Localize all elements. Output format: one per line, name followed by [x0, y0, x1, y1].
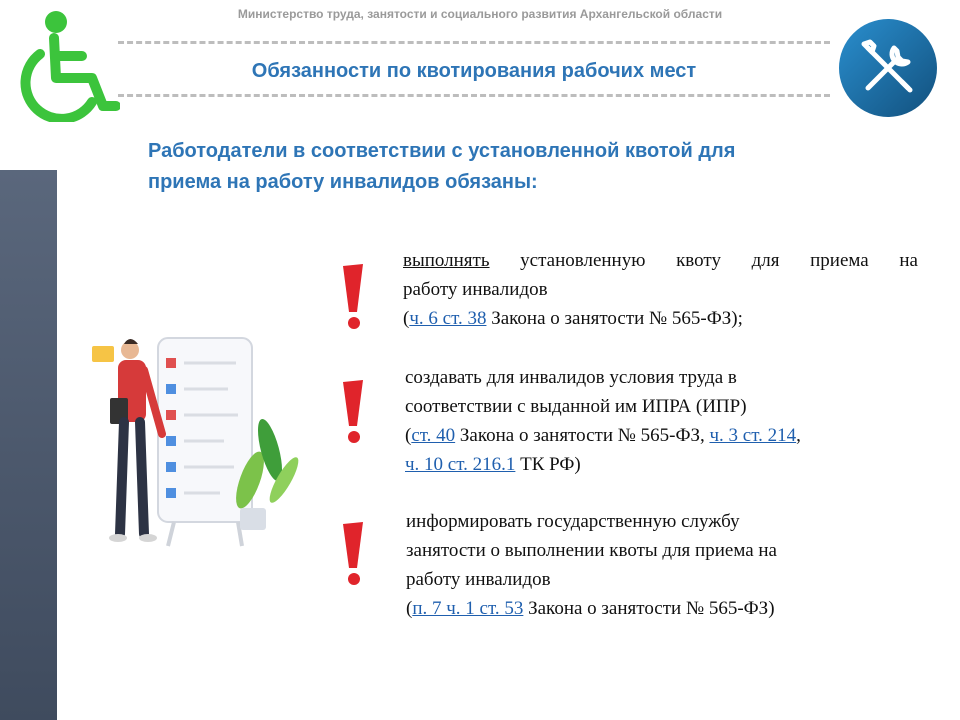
obligation-1-line-2: работу инвалидов [403, 279, 548, 300]
obligation-3-line-3: работу инвалидов [406, 569, 551, 590]
obligation-3-line-2: занятости о выполнении квоты для приема на [406, 540, 777, 561]
left-accent-bar [0, 170, 57, 720]
obligation-2-reference-cont: ч. 10 ст. 216.1 ТК РФ) [405, 454, 581, 475]
obligation-2-reference: (ст. 40 Закона о занятости № 565-ФЗ, ч. 3 ст. 214, [405, 425, 801, 446]
ministry-name: Министерство труда, занятости и социального развития Архангельской области [237, 7, 723, 21]
law-link[interactable]: п. 7 ч. 1 ст. 53 [412, 598, 524, 619]
page-title: Обязанности по квотирования рабочих мест [251, 60, 697, 82]
obligation-1-line-1: выполнять установленную квоту для приема на [403, 250, 918, 271]
wrench-screwdriver-icon [838, 18, 938, 118]
intro-line-1: Работодатели в соответствии с установленной квотой для [148, 140, 736, 162]
exclamation-icon [338, 378, 368, 446]
wheelchair-icon [8, 6, 120, 122]
obligation-3-line-1: информировать государственную службу [406, 511, 740, 532]
obligation-3-reference: (п. 7 ч. 1 ст. 53 Закона о занятости № 565-ФЗ) [406, 598, 775, 619]
exclamation-icon [338, 520, 368, 588]
obligation-1-reference: (ч. 6 ст. 38 Закона о занятости № 565-ФЗ); [403, 308, 743, 329]
header-divider-top [118, 41, 830, 44]
obligation-item-3 [406, 507, 906, 623]
law-link[interactable]: ст. 40 [411, 425, 456, 446]
intro-text [148, 136, 848, 198]
checklist-illustration [88, 330, 318, 550]
obligation-2-line-1: создавать для инвалидов условия труда в [405, 367, 737, 388]
law-link[interactable]: ч. 3 ст. 214 [709, 425, 797, 446]
law-link[interactable]: ч. 6 ст. 38 [409, 308, 487, 329]
header-divider-bottom [118, 94, 830, 97]
obligation-1-verb: выполнять [403, 250, 490, 271]
law-link[interactable]: ч. 10 ст. 216.1 [405, 454, 516, 475]
intro-line-2: приема на работу инвалидов обязаны: [148, 171, 538, 193]
obligation-2-line-2: соответствии с выданной им ИПРА (ИПР) [405, 396, 747, 417]
obligation-item-1 [403, 246, 918, 333]
exclamation-icon [338, 262, 368, 332]
obligation-item-2 [405, 363, 905, 479]
